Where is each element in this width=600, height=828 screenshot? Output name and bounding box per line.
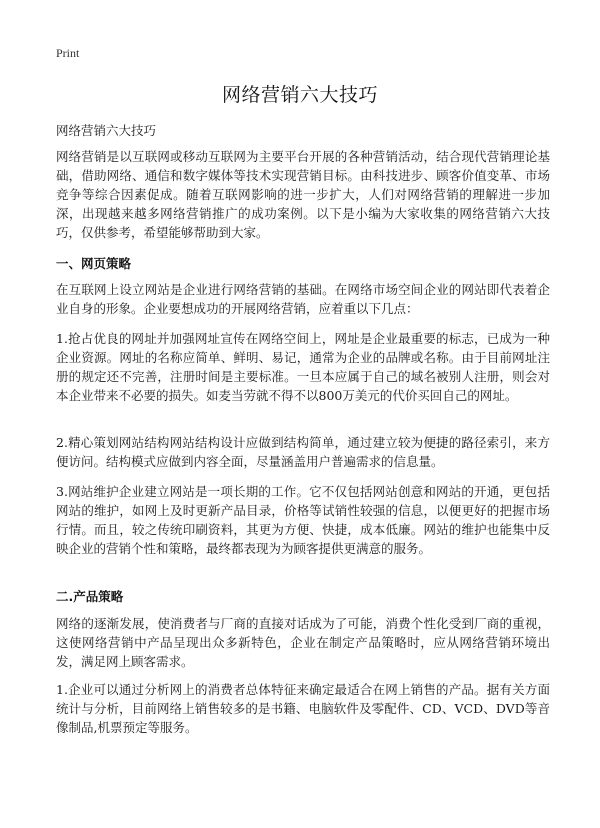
section-2-paragraph-1: 网络的逐渐发展，使消费者与厂商的直接对话成为了可能，消费个性化受到厂商的重视，这使网络营销中产品呈现出众多新特色，企业在制定产品策略时，应从网络营销环境出发，满足网上顾客需求。 [56, 616, 550, 669]
section-heading-product-strategy: 二.产品策略 [56, 589, 124, 604]
intro-paragraph: 网络营销是以互联网或移动互联网为主要平台开展的各种营销活动，结合现代营销理论基础，借助网络、通信和数字媒体等技术实现营销目标。由科技进步、顾客价值变革、市场竞争等综合因素促成。随着互联网影响的进一步扩大，人们对网络营销的理解进一步加深，出现越来越多网络营销推广的成功案例。以下是小编为大家收集的网络营销六大技巧，仅供参考，希望能够帮助到大家。 [56, 149, 550, 240]
page-title: 网络营销六大技巧 [221, 84, 378, 106]
section-1-paragraph-1: 在互联网上设立网站是企业进行网络营销的基础。在网络市场空间企业的网站即代表着企业自身的形象。企业要想成功的开展网络营销，应着重以下几点： [56, 282, 550, 316]
print-label[interactable]: Print [56, 46, 80, 60]
section-heading-web-strategy: 一、网页策略 [56, 256, 132, 271]
section-1-paragraph-4: 3.网站维护企业建立网站是一项长期的工作。它不仅包括网站创意和网站的开通，更包括网站的维护，如网上及时更新产品目录，价格等试销性较强的信息，以便更好的把握市场行情。而且，较之传统印刷资料，其更为方便、快捷，成本低廉。网站的维护也能集中反映企业的营销个性和策略，最终都表现为为顾客提供更满意的服务。 [56, 484, 550, 556]
section-1-paragraph-2: 1.抢占优良的网址并加强网址宣传在网络空间上，网址是企业最重要的标志，已成为一种企业资源。网址的名称应简单、鲜明、易记，通常为企业的品牌或名称。由于目前网址注册的规定还不完善，注册时间是主要标准。一旦本应属于自己的域名被别人注册，则会对本企业带来不必要的损失。如麦当劳就不得不以800万美元的代价买回自己的网址。 [56, 331, 550, 403]
section-2-paragraph-2: 1.企业可以通过分析网上的消费者总体特征来确定最适合在网上销售的产品。据有关方面统计与分析，目前网络上销售较多的是书籍、电脑软件及零配件、CD、VCD、DVD等音像制品,机票预定等服务。 [56, 682, 550, 735]
document-subtitle: 网络营销六大技巧 [56, 123, 157, 138]
section-1-paragraph-3: 2.精心策划网站结构网站结构设计应做到结构简单，通过建立较为便捷的路径索引，来方便访问。结构模式应做到内容全面，尽量涵盖用户普遍需求的信息量。 [56, 435, 550, 469]
